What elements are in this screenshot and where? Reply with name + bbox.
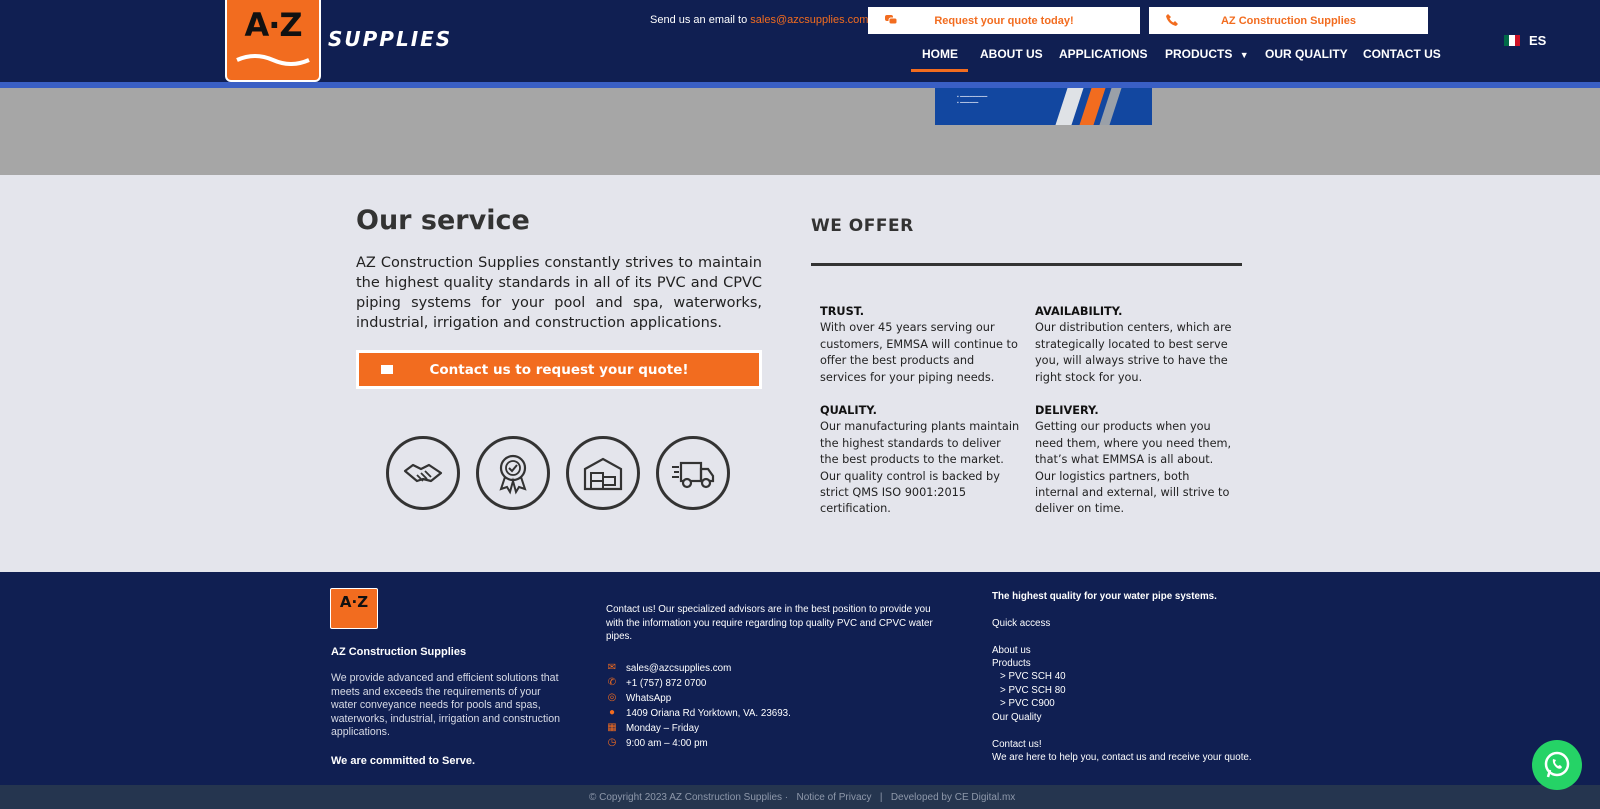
header-email-line (650, 14, 868, 26)
handshake-icon (386, 436, 460, 510)
footer-contact-whatsapp[interactable] (606, 692, 671, 704)
service-text: AZ Construction Supplies constantly strives to maintain the highest quality standards in all of its PVC and CPVC piping systems for your pool and spa, waterworks, industrial, irrigation and construction applications. (356, 255, 762, 331)
footer-commitment: We are committed to Serve. (331, 755, 476, 767)
phone-icon: ✆ (607, 677, 617, 688)
footer-contact-title[interactable]: Contact us! (992, 739, 1042, 750)
offer-item-quality (820, 403, 1020, 518)
footer-quick-access: Quick access (992, 618, 1051, 629)
delivery-truck-icon (656, 436, 730, 510)
envelope-icon: ✉ (607, 662, 617, 673)
contact-text: +1 (757) 872 0700 (626, 677, 707, 689)
request-quote-button[interactable] (868, 7, 1140, 34)
footer-contact-address (606, 707, 791, 719)
footer-link-pvc-sch40[interactable]: > PVC SCH 40 (1000, 671, 1066, 682)
contact-text: sales@azcsupplies.com (626, 662, 732, 674)
footer-link-products[interactable]: Products (992, 658, 1031, 669)
footer-link-pvc-c900[interactable]: > PVC C900 (1000, 698, 1055, 709)
site-logo[interactable] (225, 0, 321, 82)
footer-link-about[interactable]: About us (992, 645, 1031, 656)
contact-text: WhatsApp (626, 692, 672, 704)
developer-link[interactable]: Developed by CE Digital.mx (890, 792, 1016, 803)
footer-company-name: AZ Construction Supplies (331, 646, 467, 658)
whatsapp-icon: ◎ (607, 692, 617, 703)
offer-title: WE OFFER (811, 216, 914, 236)
email-prefix: Send us an email to (650, 14, 748, 26)
contact-text: 9:00 am – 4:00 pm (626, 737, 708, 749)
footer-contact-line: We are here to help you, contact us and receive your quote. (992, 752, 1252, 763)
mexico-flag-icon[interactable] (1504, 35, 1520, 46)
offer-heading: AVAILABILITY. (1035, 305, 1123, 318)
offer-item-availability (1035, 304, 1235, 386)
nav-contact-us[interactable]: CONTACT US (1363, 47, 1441, 61)
footer-contact-hours (606, 737, 708, 749)
nav-our-quality[interactable]: OUR QUALITY (1265, 47, 1348, 61)
offer-heading: DELIVERY. (1035, 404, 1099, 417)
header-email-link[interactable]: sales@azcsupplies.com (750, 14, 869, 26)
logo-wave-icon (235, 52, 311, 66)
footer-logo[interactable] (330, 588, 378, 629)
language-switch[interactable]: ES (1529, 33, 1547, 48)
nav-about-us[interactable]: ABOUT US (980, 47, 1043, 61)
footer-logo-text: A·Z (339, 593, 369, 611)
hero-banner-image (935, 88, 1152, 125)
offer-item-trust (820, 304, 1020, 386)
footer-contact-intro: Contact us! Our specialized advisors are in the best position to provide you with the information you require regarding top quality PVC and CPVC water pipes. (606, 604, 933, 642)
map-pin-icon: ● (608, 707, 616, 718)
footer-contact-days (606, 722, 699, 734)
contact-text: 1409 Oriana Rd Yorktown, VA. 23693. (626, 707, 791, 719)
offer-item-delivery (1035, 403, 1235, 518)
offer-text: Our distribution centers, which are strategically located to best serve you, will always strive to have the right stock for you. (1035, 321, 1232, 384)
whatsapp-icon (1542, 750, 1572, 780)
nav-applications[interactable]: APPLICATIONS (1059, 47, 1148, 61)
footer-link-pvc-sch80[interactable]: > PVC SCH 80 (1000, 685, 1066, 696)
nav-home[interactable]: HOME (922, 47, 958, 61)
footer-contact-phone[interactable] (606, 677, 706, 689)
nav-active-underline (911, 69, 968, 72)
offer-divider (811, 263, 1242, 266)
nav-products[interactable] (1165, 47, 1249, 61)
nav-products-label: PRODUCTS (1165, 47, 1233, 61)
warehouse-icon (566, 436, 640, 510)
offer-text: Our manufacturing plants maintain the highest standards to deliver the best products to the market. Our quality control is backed by strict QMS ISO 9001:2015 certification. (820, 420, 1020, 516)
contact-text: Monday – Friday (626, 722, 699, 734)
logo-text: A·Z (244, 6, 302, 44)
brand-word: SUPPLIES (328, 27, 453, 51)
calendar-icon: ▦ (607, 722, 617, 733)
az-construction-button[interactable] (1149, 7, 1428, 34)
request-quote-label: Request your quote today! (934, 14, 1074, 27)
whatsapp-float-button[interactable] (1532, 740, 1582, 790)
service-title: Our service (356, 205, 530, 236)
footer-link-quality[interactable]: Our Quality (992, 712, 1042, 723)
separator: | (879, 792, 883, 803)
clock-icon: ◷ (607, 737, 617, 748)
phone-icon (1165, 13, 1179, 27)
footer-tagline: The highest quality for your water pipe systems. (992, 591, 1217, 602)
copyright-bar (0, 785, 1600, 809)
offer-heading: QUALITY. (820, 404, 877, 417)
hero-grey-band (0, 88, 1600, 175)
offer-text: Getting our products when you need them, where you need them, that’s what EMMSA is all about. Our logistics partners, both internal and external, will strive to deliver on time. (1035, 420, 1232, 516)
contact-quote-label: Contact us to request your quote! (429, 361, 689, 378)
copyright-line (589, 792, 1015, 803)
copyright-text: © Copyright 2023 AZ Construction Supplies · (589, 792, 789, 803)
footer-description: We provide advanced and efficient solutions that meets and exceeds the requirements of your water conveyance needs for pools and spas, waterworks, industrial, irrigation and construction applications. (331, 672, 561, 738)
chat-bubbles-icon (884, 13, 898, 27)
envelope-icon (381, 365, 393, 374)
contact-quote-button[interactable] (356, 350, 762, 389)
az-button-label: AZ Construction Supplies (1220, 14, 1357, 27)
caret-down-icon: ▼ (1239, 50, 1249, 60)
footer-contact-email[interactable] (606, 662, 731, 674)
offer-text: With over 45 years serving our customers, EMMSA will continue to offer the best products and services for your piping needs. (820, 321, 1018, 384)
banner-tiny-lines: ▪ ━━━━━━━━━ ▪ ━━━━━━ (957, 94, 988, 106)
award-badge-icon (476, 436, 550, 510)
offer-heading: TRUST. (820, 305, 864, 318)
privacy-link[interactable]: Notice of Privacy (796, 792, 872, 803)
